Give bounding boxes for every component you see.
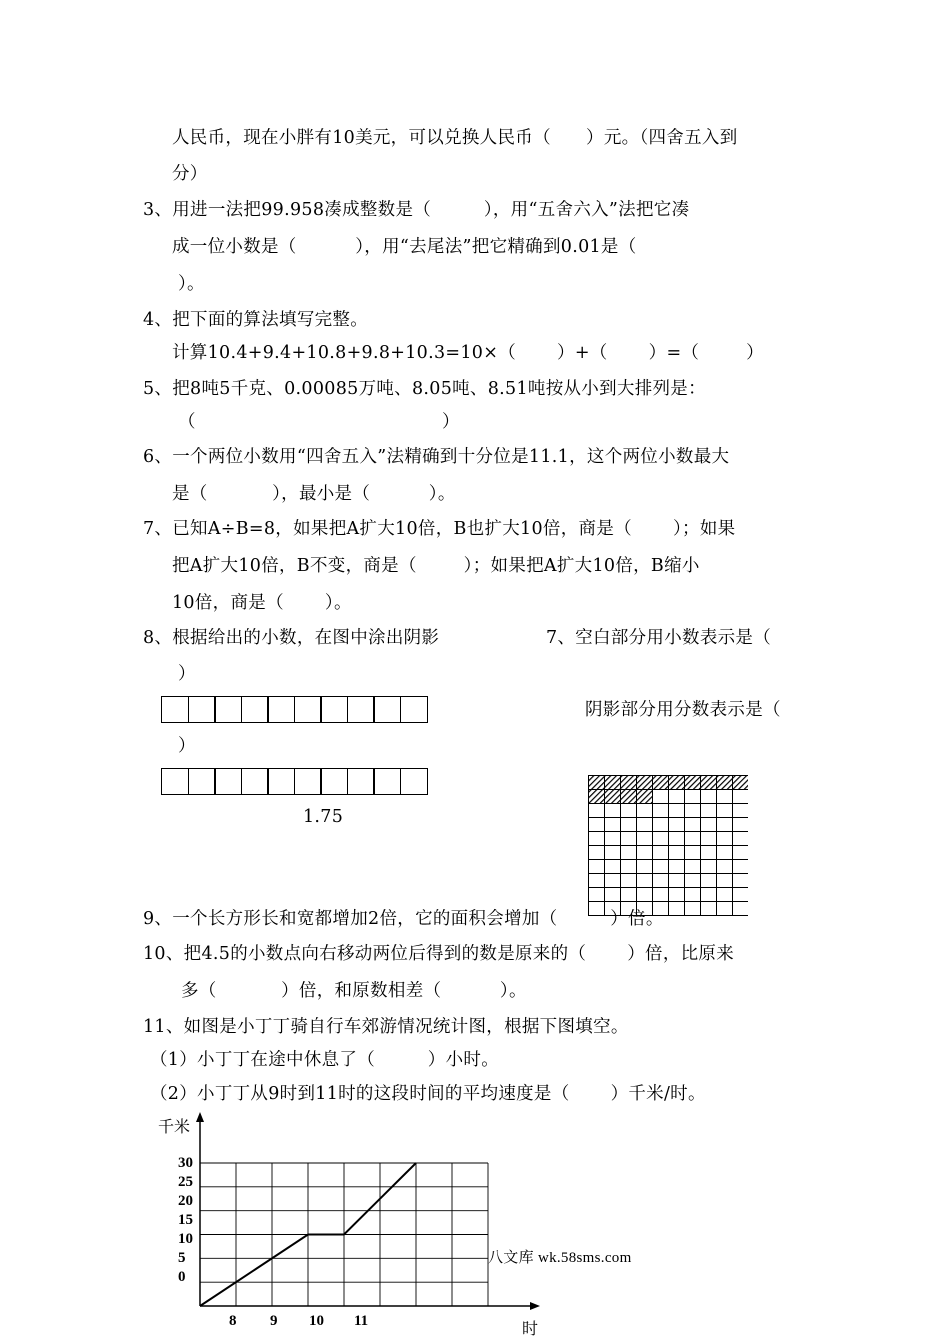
grid-cell [653,860,669,874]
grid-cell [605,888,621,902]
shaded-cell [653,776,669,790]
shaded-cell [589,776,605,790]
grid-cell [701,804,717,818]
q11-line-a: 11、如图是小丁丁骑自行车郊游情况统计图，根据下图填空。 [143,1017,629,1037]
y-tick-label: 25 [178,1174,193,1190]
grid-cell [669,846,685,860]
grid-cell [685,846,701,860]
q8-line-b: ） [178,664,196,684]
grid-cell [717,832,733,846]
grid-cell [669,888,685,902]
grid-cell [685,832,701,846]
grid-cell [589,818,605,832]
y-tick-label: 10 [178,1231,193,1247]
grid-cell [669,902,685,916]
grid-cell [733,846,749,860]
grid-cell [733,902,749,916]
q7-line-c: 10倍，商是（ ）。 [172,593,352,613]
grid-cell[interactable] [400,768,428,795]
grid-cell [701,888,717,902]
decimal-grid-row-2 [161,768,426,795]
q6-line-b: 是（ ），最小是（ ）。 [172,484,456,504]
grid-cell [701,874,717,888]
grid-cell [637,804,653,818]
grid-cell [733,790,749,804]
q10-line-a: 10、把4.5的小数点向右移动两位后得到的数是原来的（ ）倍，比原来 [143,944,735,964]
grid-cell [701,860,717,874]
q10-line-b: 多（ ）倍，和原数相差（ ）。 [181,981,527,1001]
q8-line-d: ） [178,736,196,756]
grid-cell [717,790,733,804]
grid-cell [717,860,733,874]
grid-cell[interactable] [161,696,189,723]
q3-line-a: 3、用进一法把99.958凑成整数是（ ），用“五舍六入”法把它凑 [143,200,690,220]
grid-cell [589,888,605,902]
grid-cell [589,804,605,818]
shaded-cell [637,790,653,804]
grid-cell [605,860,621,874]
grid-cell [621,846,637,860]
grid-cell[interactable] [267,768,295,795]
line-2: 分） [172,164,208,184]
q3-line-c: ）。 [178,274,205,294]
grid-cell[interactable] [214,768,242,795]
grid-cell [669,818,685,832]
grid-cell [701,818,717,832]
grid-cell[interactable] [347,696,375,723]
grid-cell[interactable] [214,696,242,723]
grid-cell[interactable] [373,768,401,795]
grid-cell [653,790,669,804]
grid-cell [717,874,733,888]
shaded-cell [589,790,605,804]
grid-cell [653,818,669,832]
grid-cell [685,888,701,902]
grid-cell [717,818,733,832]
grid-cell [605,804,621,818]
grid-cell [717,846,733,860]
grid-cell [637,846,653,860]
x-tick-label: 10 [309,1313,324,1329]
x-tick-label: 11 [354,1313,369,1329]
grid-cell [685,860,701,874]
grid-cell [621,888,637,902]
grid-cell [669,860,685,874]
grid-cell [605,846,621,860]
grid-cell[interactable] [347,768,375,795]
shaded-cell [701,776,717,790]
q8-line-a2: 7、空白部分用小数表示是（ [546,628,772,648]
y-tick-label: 0 [178,1269,186,1285]
x-axis-label: 时 [522,1321,539,1338]
grid-cell [701,832,717,846]
q4-line-b: 计算10.4+9.4+10.8+9.8+10.3=10×（ ）+（ ）=（ ） [172,343,764,363]
grid-cell [733,860,749,874]
shaded-cell [669,776,685,790]
grid-cell[interactable] [400,696,428,723]
q11-line-c: （2）小丁丁从9时到11时的这段时间的平均速度是（ ）千米/时。 [150,1084,706,1104]
grid-cell [701,902,717,916]
q3-line-b: 成一位小数是（ ），用“去尾法”把它精确到0.01是（ [172,237,637,257]
grid-cell [717,902,733,916]
grid-cell [669,790,685,804]
grid-cell [685,804,701,818]
grid-cell [653,874,669,888]
hundred-grid [588,775,748,920]
q9-line: 9、一个长方形长和宽都增加2倍，它的面积会增加（ ）倍。 [143,909,664,929]
grid-cell [605,818,621,832]
x-axis-arrow-icon [530,1302,540,1310]
grid-cell[interactable] [188,768,216,795]
grid-cell [701,790,717,804]
grid-cell [685,874,701,888]
decimal-grid-row-1 [161,696,426,723]
grid-cell [733,888,749,902]
shaded-cell [717,776,733,790]
distance-time-chart [150,1108,570,1344]
grid-cell [653,832,669,846]
grid-cell [637,888,653,902]
grid-cell [685,818,701,832]
grid-cell[interactable] [320,696,348,723]
grid-cell [637,874,653,888]
grid-cell[interactable] [241,696,269,723]
y-axis-arrow-icon [196,1112,204,1122]
shaded-cell [733,776,749,790]
shaded-cell [621,790,637,804]
shaded-cell [637,776,653,790]
q5-line-b: （ ） [178,412,460,432]
grid-cell [701,846,717,860]
y-tick-label: 15 [178,1212,193,1228]
grid-cell [733,818,749,832]
q8-line-c: 阴影部分用分数表示是（ [585,700,781,720]
grid-cell [733,832,749,846]
grid-cell [621,874,637,888]
grid-cell [669,804,685,818]
y-tick-label: 20 [178,1193,193,1209]
grid-cell [589,832,605,846]
q8-line-a: 8、根据给出的小数，在图中涂出阴影 [143,628,440,648]
shaded-cell [605,790,621,804]
grid-cell[interactable] [241,768,269,795]
shaded-cell [621,776,637,790]
grid-cell[interactable] [294,768,322,795]
grid-cell [733,804,749,818]
x-tick-labels [229,1313,368,1329]
watermark: 八文库 wk.58sms.com [488,1250,632,1266]
grid-cell [669,874,685,888]
q6-line-a: 6、一个两位小数用“四舍五入”法精确到十分位是11.1，这个两位小数最大 [143,447,730,467]
grid-cell [621,818,637,832]
grid-cell [717,888,733,902]
grid-cell [669,832,685,846]
grid-cell [653,846,669,860]
q4-line-a: 4、把下面的算法填写完整。 [143,310,369,330]
grid-cell [685,902,701,916]
grid-cell [637,818,653,832]
y-tick-label: 30 [178,1155,193,1171]
grid-cell [621,860,637,874]
q5-line-a: 5、把8吨5千克、0.00085万吨、8.05吨、8.51吨按从小到大排列是： [143,379,706,399]
x-tick-label: 9 [270,1313,278,1329]
grid-cell [589,846,605,860]
y-axis-label: 千米 [158,1119,191,1136]
line-1: 人民币，现在小胖有10美元，可以兑换人民币（ ）元。（四舍五入到 [172,128,738,148]
grid-cell [605,832,621,846]
grid-cell[interactable] [161,768,189,795]
shaded-cell [685,776,701,790]
x-tick-label: 8 [229,1313,237,1329]
grid-cell[interactable] [294,696,322,723]
grid-cell [733,874,749,888]
q7-line-a: 7、已知A÷B=8，如果把A扩大10倍，B也扩大10倍，商是（ ）；如果 [143,519,736,539]
grid-cell[interactable] [320,768,348,795]
y-tick-label: 5 [178,1250,186,1266]
grid-cell [653,804,669,818]
grid-cell [653,888,669,902]
grid-cell [685,790,701,804]
decimal-value: 1.75 [303,807,344,827]
grid-cell [589,874,605,888]
q7-line-b: 把A扩大10倍，B不变，商是（ ）；如果把A扩大10倍，B缩小 [172,556,700,576]
q11-line-b: （1）小丁丁在途中休息了（ ）小时。 [150,1050,499,1070]
grid-cell[interactable] [267,696,295,723]
grid-cell [621,832,637,846]
grid-cell [605,874,621,888]
grid-cell [621,804,637,818]
grid-cell [637,832,653,846]
y-tick-labels [178,1155,193,1285]
grid-cell [717,804,733,818]
grid-cell[interactable] [373,696,401,723]
grid-cell[interactable] [188,696,216,723]
grid-cell [589,860,605,874]
shaded-cell [605,776,621,790]
grid-cell [637,860,653,874]
